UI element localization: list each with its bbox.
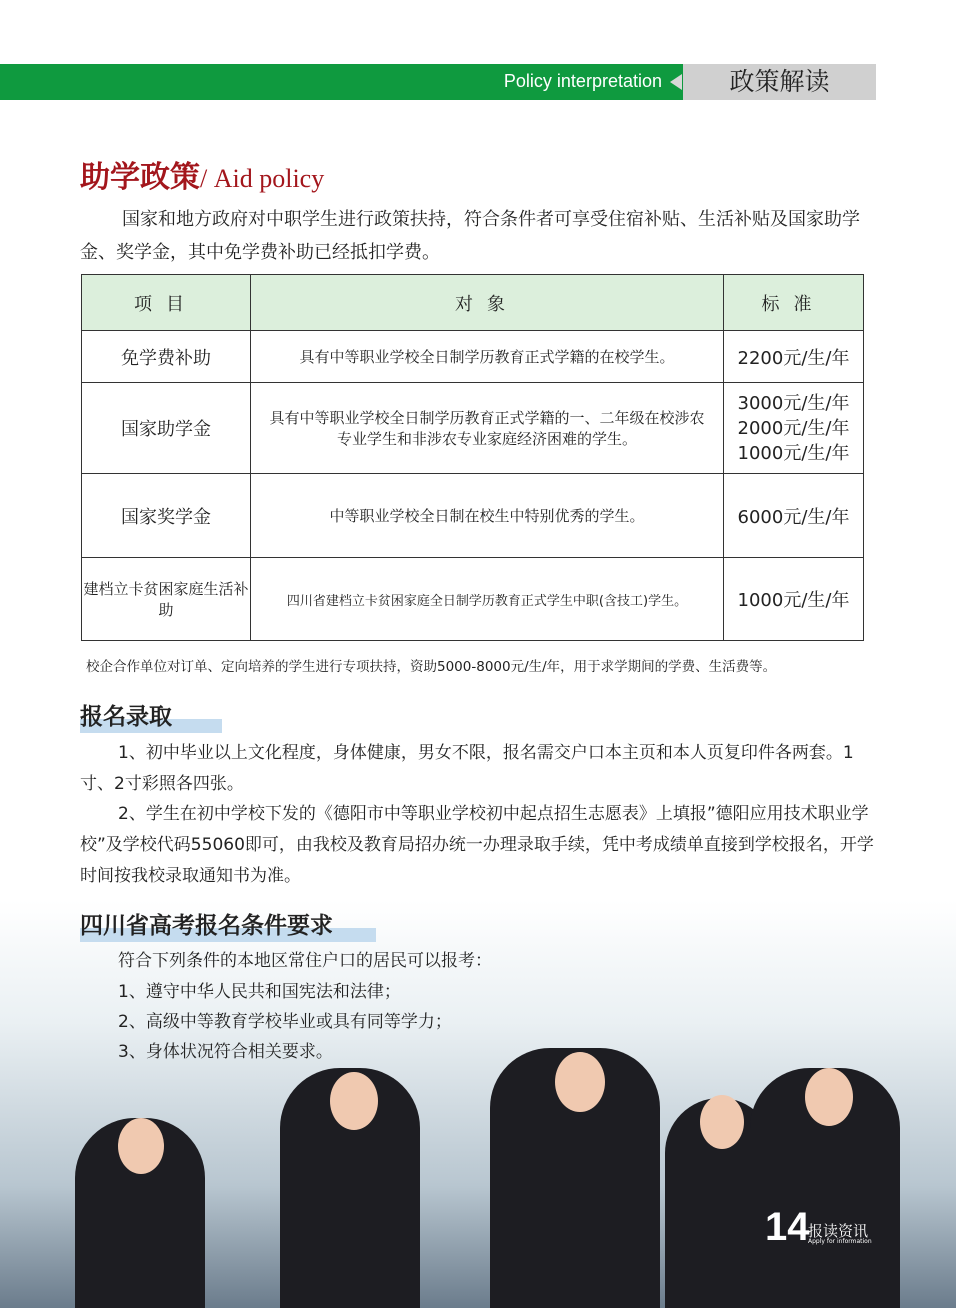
footer-subtitle: Apply for information [808, 1238, 872, 1245]
aid-table [81, 274, 864, 641]
table-header [82, 275, 864, 331]
cell-item: 建档立卡贫困家庭生活补助 [82, 558, 251, 641]
aid-note: 校企合作单位对订单、定向培养的学生进行专项扶持，资助5000-8000元/生/年，用于求学期间的学费、生活费等。 [86, 659, 777, 675]
table-row [82, 383, 864, 474]
cell-standard: 6000元/生/年 [724, 474, 864, 558]
cell-item: 免学费补助 [82, 331, 251, 383]
table-row [82, 474, 864, 558]
aid-policy-title [80, 152, 324, 196]
header-band [0, 64, 876, 100]
cell-target: 具有中等职业学校全日制学历教育正式学籍的在校学生。 [251, 331, 724, 383]
arrow-icon [670, 74, 682, 90]
gaokao-line: 1、遵守中华人民共和国宪法和法律； [118, 982, 401, 1002]
aid-intro: 国家和地方政府对中职学生进行政策扶持，符合条件者可享受住宿补贴、生活补贴及国家助学金、奖学金，其中免学费补助已经抵扣学费。 [80, 209, 860, 263]
cell-item: 国家助学金 [82, 383, 251, 474]
header-standard: 标准 [724, 275, 864, 331]
enroll-p2: 2、学生在初中学校下发的《德阳市中等职业学校初中起点招生志愿表》上填报”德阳应用技术职业学校”及学校代码55060即可，由我校及教育局招办统一办理录取手续，凭中考成绩单直接到学校报名，开学时间按我校录取通知书为准。 [80, 804, 874, 886]
footer-title: 报读资讯 [808, 1222, 869, 1240]
gaokao-line: 2、高级中等教育学校毕业或具有同等学力； [118, 1012, 452, 1032]
gaokao-line: 3、身体状况符合相关要求。 [118, 1042, 333, 1062]
cell-standard: 3000元/生/年 2000元/生/年 1000元/生/年 [724, 383, 864, 474]
gaokao-title: 四川省高考报名条件要求 [80, 913, 333, 939]
section-title-cn: 政策解读 [683, 64, 876, 100]
section-title-en: Policy interpretation [503, 71, 662, 91]
gaokao-heading [80, 907, 333, 940]
title-en: / Aid policy [200, 164, 325, 193]
cell-item: 国家奖学金 [82, 474, 251, 558]
gaokao-line: 符合下列条件的本地区常住户口的居民可以报考： [118, 951, 492, 971]
header-item: 项目 [82, 275, 251, 331]
cell-target: 中等职业学校全日制在校生中特别优秀的学生。 [251, 474, 724, 558]
cell-target: 具有中等职业学校全日制学历教育正式学籍的一、二年级在校涉农专业学生和非涉农专业家庭经济困难的学生。 [251, 383, 724, 474]
cell-standard: 1000元/生/年 [724, 558, 864, 641]
enroll-title: 报名录取 [80, 704, 172, 730]
title-cn: 助学政策 [80, 160, 200, 195]
page-number: 14 [765, 1205, 810, 1249]
table-row [82, 331, 864, 383]
header-target: 对象 [251, 275, 724, 331]
enroll-heading [80, 698, 172, 731]
table-row [82, 558, 864, 641]
enroll-p1: 1、初中毕业以上文化程度，身体健康，男女不限，报名需交户口本主页和本人页复印件各两套。1寸、2寸彩照各四张。 [80, 743, 854, 794]
cell-standard: 2200元/生/年 [724, 331, 864, 383]
cell-target: 四川省建档立卡贫困家庭全日制学历教育正式学生中职(含技工)学生。 [251, 558, 724, 641]
